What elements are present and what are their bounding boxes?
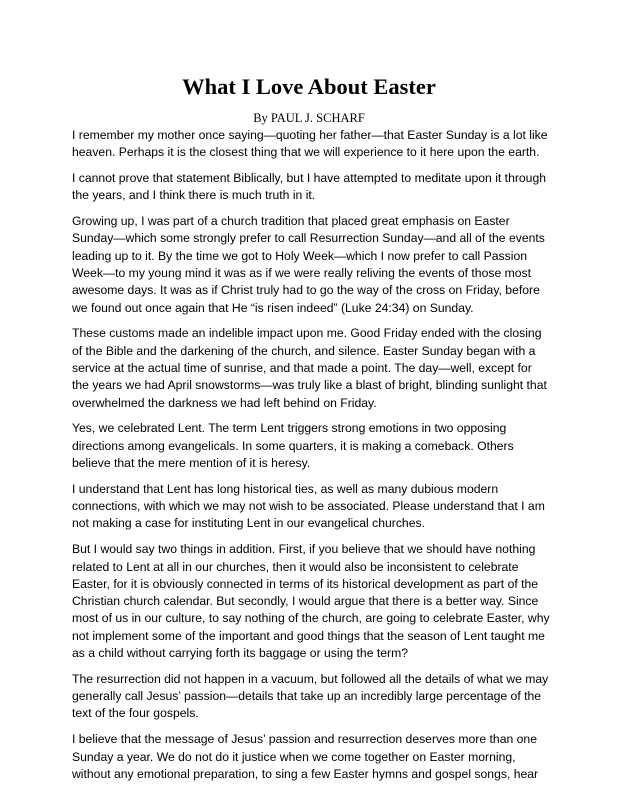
paragraph: I believe that the message of Jesus’ passion and resurrection deserves more than one Sunday a year. We do not do it justice when we come together on Easter morning, without any emotional preparation, to sing a few Easter hymns and gospel songs, hear bbox=[72, 732, 539, 781]
article-title: What I Love About Easter bbox=[182, 74, 436, 99]
paragraph: Growing up, I was part of a church tradition that placed great emphasis on Easter Sunday—which some strongly prefer to call Resurrection Sunday—and all of the events leading up to it. By the time we got to Holy Week—which I now prefer to call Passion Week—to my young mind it was as if we were really reliving the events of those most awesome days. It was as if Christ truly had to go the way of the cross on Friday, before we found out once again that He “is risen indeed” (Luke 24:34) on Sunday. bbox=[72, 214, 545, 315]
article-byline: By PAUL J. SCHARF bbox=[253, 111, 365, 125]
paragraph: I cannot prove that statement Biblically, but I have attempted to meditate upon it through the years, and I think there is much truth in it. bbox=[72, 171, 547, 203]
paragraph: Yes, we celebrated Lent. The term Lent triggers strong emotions in two opposing directions among evangelicals. In some quarters, it is making a comeback. Others believe that the mere mention of it is heresy. bbox=[72, 421, 514, 471]
paragraph: These customs made an indelible impact upon me. Good Friday ended with the closing of the Bible and the darkening of the church, and silence. Easter Sunday began with a service at the actual time of sunrise, and that made a point. The day—well, except for the years we had April snowstorms—was truly like a blast of bright, blinding sunlight that overwhelmed the darkness we had left behind on Friday. bbox=[72, 326, 547, 410]
paragraph: I remember my mother once saying—quoting her father—that Easter Sunday is a lot like heaven. Perhaps it is the closest thing that we will experience to it here upon the earth. bbox=[72, 128, 548, 160]
article-body bbox=[72, 127, 552, 792]
paragraph: The resurrection did not happen in a vacuum, but followed all the details of what we may generally call Jesus’ passion—details that take up an incredibly large percentage of the text of the four gospels. bbox=[72, 671, 549, 721]
paragraph: But I would say two things in addition. First, if you believe that we should have nothing related to Lent at all in our churches, then it would also be inconsistent to celebrate Easter, for it is obviously connected in terms of its historical development as part of the Christian church calendar. But secondly, I would argue that there is a better way. Since most of us in our culture, to say nothing of the church, are going to celebrate Easter, why not implement some of the important and good things that the season of Lent taught me as a child without carrying forth its baggage or using the term? bbox=[72, 542, 550, 661]
paragraph: I understand that Lent has long historical ties, as well as many dubious modern connections, with which we may not wish to be associated. Please understand that I am not making a case for instituting Lent in our evangelical churches. bbox=[72, 481, 545, 531]
